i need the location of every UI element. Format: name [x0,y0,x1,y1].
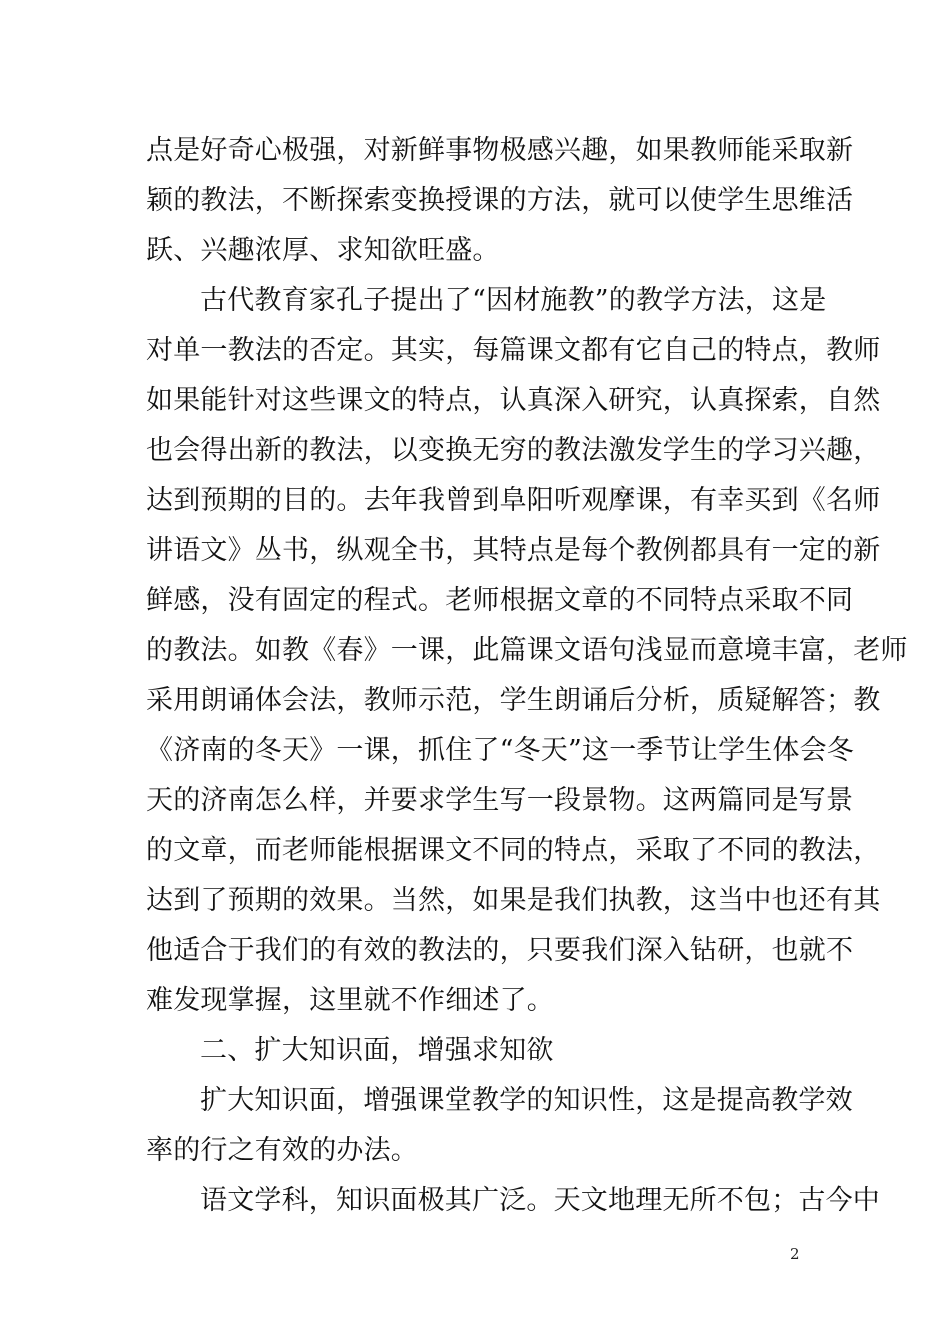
text-line: 《济南的冬天》一课，抓住了“冬天”这一季节让学生体会冬 [146,735,855,766]
paragraph-start-line: 语文学科，知识面极其广泛。天文地理无所不包；古今中 [200,1185,880,1216]
text-line: 采用朗诵体会法，教师示范，学生朗诵后分析，质疑解答；教 [146,685,881,716]
text-line: 难发现掌握，这里就不作细述了。 [146,985,554,1016]
paragraph-start-line: 古代教育家孔子提出了“因材施教”的教学方法，这是 [200,285,827,316]
text-line: 点是好奇心极强，对新鲜事物极感兴趣，如果教师能采取新 [146,135,854,166]
text-line: 跃、兴趣浓厚、求知欲旺盛。 [146,235,500,266]
text-line: 的教法。如教《春》一课，此篇课文语句浅显而意境丰富，老师 [146,635,908,666]
text-line: 天的济南怎么样，并要求学生写一段景物。这两篇同是写景 [146,785,854,816]
section-heading: 二、扩大知识面，增强求知欲 [200,1035,554,1066]
page-number: 2 [790,1245,800,1263]
text-line: 对单一教法的否定。其实，每篇课文都有它自己的特点，教师 [146,335,881,366]
text-line: 他适合于我们的有效的教法的，只要我们深入钻研，也就不 [146,935,854,966]
text-line: 率的行之有效的办法。 [146,1135,418,1166]
text-line: 鲜感，没有固定的程式。老师根据文章的不同特点采取不同 [146,585,854,616]
text-line: 达到预期的目的。去年我曾到阜阳听观摩课，有幸买到《名师 [146,485,881,516]
text-line: 如果能针对这些课文的特点，认真深入研究，认真探索，自然 [146,385,881,416]
text-line: 达到了预期的效果。当然，如果是我们执教，这当中也还有其 [146,885,881,916]
text-line: 讲语文》丛书，纵观全书，其特点是每个教例都具有一定的新 [146,535,881,566]
text-line: 的文章，而老师能根据课文不同的特点，采取了不同的教法， [146,835,881,866]
text-line: 颖的教法，不断探索变换授课的方法，就可以使学生思维活 [146,185,854,216]
paragraph-start-line: 扩大知识面，增强课堂教学的知识性，这是提高教学效 [200,1085,853,1116]
text-line: 也会得出新的教法，以变换无穷的教法激发学生的学习兴趣， [146,435,881,466]
